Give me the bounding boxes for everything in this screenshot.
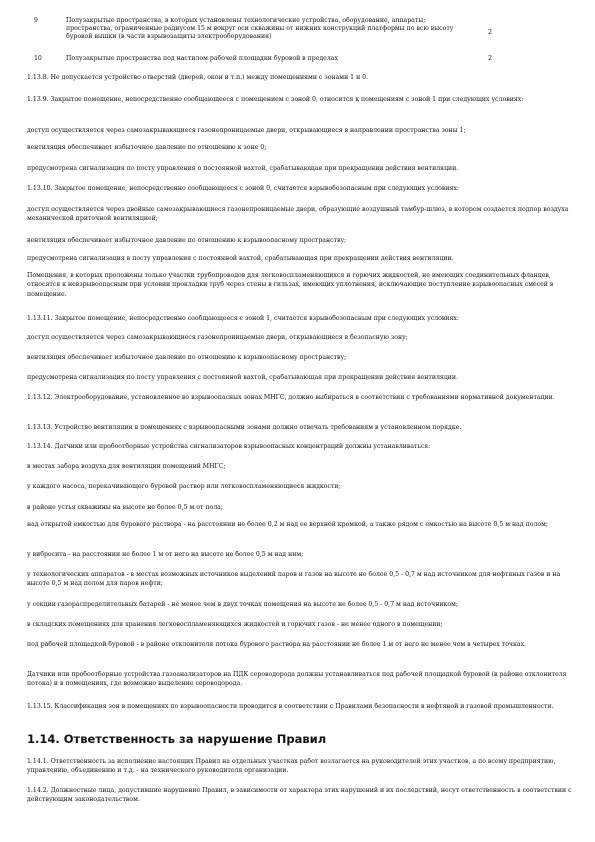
paragraph: вентиляция обеспечивает избыточное давление по отношению к взрывоопасному пространству; xyxy=(27,354,347,361)
paragraph: 1.13.9. Закрытое помещение, непосредственно сообщающееся с помещением с зоной 0, относится к помещениям с зоной 1 при следующих условиях: xyxy=(27,96,524,103)
row-zone-class: 2 xyxy=(488,55,492,62)
paragraph: 1.13.13. Устройство вентиляции в помещениях с взрывоопасными зонами должно отвечать требованиям в установленном порядке. xyxy=(27,424,462,431)
row-number: 10 xyxy=(34,55,42,62)
paragraph: вентиляция обеспечивает избыточное давление по отношению к зоне 0; xyxy=(27,144,267,151)
paragraph: доступ осуществляется через самозакрывающиеся газонепроницаемые двери, открывающиеся в безопасную зону; xyxy=(27,334,408,341)
paragraph: над открытой емкостью для бурового раствора - на расстоянии не более 0,2 м над ее верхней кромкой, а также рядом с емкостью на высоте 0,5 м над полом; xyxy=(27,521,549,528)
paragraph: 1.13.8. Не допускается устройство отверстий (дверей, окон и т.п.) между помещениями с зонами 1 и 0. xyxy=(27,74,369,81)
paragraph: Помещения, в которых проложены только участки трубопроводов для легковоспламеняющихся и горючих жидкостей, не имеющих соединительных фланцев, относятся к невзрывоопасным при условии прокладки труб через стены в гильзах, имеющих уплотнения, исключающие поступление взрывоопасных смесей в помещение. xyxy=(27,272,554,298)
row-description: Полузакрытые пространства под настилом рабочей площадки буровой в пределах xyxy=(66,55,338,62)
paragraph: в районе устья скважины на высоте не более 0,5 м от пола; xyxy=(27,504,223,511)
paragraph: предусмотрена сигнализация по посту управления о постоянной вахтой, срабатывающая при прекращении действия вентиляции. xyxy=(27,165,459,172)
paragraph: у секции газораспределительных батарей - не менее чем в двух точках помещения на высоте не более 0,5 - 0,7 м над источником; xyxy=(27,601,458,608)
paragraph: предусмотрена сигнализация в посту управления с постоянной вахтой, срабатывающая при прекращении действия вентиляции. xyxy=(27,255,454,262)
paragraph: предусмотрена сигнализация по посту управления с постоянной вахтой, срабатывающая при прекращении действия вентиляции. xyxy=(27,374,459,381)
paragraph: у вибросита - на расстоянии не более 1 м от него на высоте не более 0,5 м над ним; xyxy=(27,551,304,558)
paragraph: 1.14.2. Должностные лица, допустившие нарушение Правил, в зависимости от характера этих нарушений и их последствий, несут ответственность в соответствии с действующим законодательством. xyxy=(27,787,572,804)
paragraph: доступ осуществляется через двойные самозакрывающиеся газонепроницаемые двери, образующие воздушный тамбур-шлюз, в котором создается подпор воздуха механической приточной вентиляцией; xyxy=(27,206,569,223)
paragraph: 1.13.12. Электрооборудование, установленное во взрывоопасных зонах МНГС, должно выбираться в соответствии с требованиями нормативной документации. xyxy=(27,394,555,401)
row-zone-class: 2 xyxy=(488,29,492,36)
paragraph: под рабочей площадкой буровой - в районе отклонителя потока бурового раствора на расстоянии не более 1 м от него не менее чем в четырех точках. xyxy=(27,641,527,648)
paragraph: 1.13.14. Датчики или пробоотборные устройства сигнализаторов взрывоопасных концентраций должны устанавливаться: xyxy=(27,443,431,450)
paragraph: доступ осуществляется через самозакрывающиеся газонепроницаемые двери, открывающиеся в направлении пространства зоны 1; xyxy=(27,127,466,134)
paragraph: в местах забора воздуха для вентиляции помещений МНГС; xyxy=(27,463,226,470)
paragraph: 1.13.15. Классификация зон в помещениях по взрывоопасности проводится в соответствии с Правилами безопасности в нефтяной и газовой промышленности. xyxy=(27,703,554,710)
paragraph: 1.14.1. Ответственность за исполнение настоящих Правил на отдельных участках работ возлагается на руководителей этих участков, а по всему предприятию, управлению, объединению и т.д. - на технического руководителя организации. xyxy=(27,758,556,775)
paragraph: в складских помещениях для хранения легковоспламеняющихся жидкостей и горючих газов - не менее одного в помещении; xyxy=(27,621,443,628)
paragraph: Датчики или пробоотборные устройства газоанализаторов на ПДК сероводорода должны устанавливаться под рабочей площадкой буровой (в районе отклонителя потока) и в помещениях, где возможно выделение сероводорода. xyxy=(27,671,567,688)
section-heading: 1.14. Ответственность за нарушение Правил xyxy=(27,732,327,746)
row-description: Полузакрытые пространства, в которых установлены технологические устройства, оборудование, аппараты; пространства, ограниченные радиусом 15 м вокруг оси скважины от нижних конструкций платформы по всю высоту буровой вышки (в части взрывозащиты электрооборудования) xyxy=(66,17,454,40)
paragraph: у каждого насоса, перекачивающего буровой раствор или легковоспламеняющиеся жидкости; xyxy=(27,483,341,490)
paragraph: 1.13.10. Закрытое помещение, непосредственно сообщающееся с зоной 0, считается взрывобезопасным при следующих условиях: xyxy=(27,185,459,192)
row-number: 9 xyxy=(34,17,38,24)
paragraph: вентиляция обеспечивает избыточное давление по отношению к взрывоопасному пространству; xyxy=(27,237,347,244)
paragraph: у технологических аппаратов - в местах возможных источников выделений паров и газов на высоте не более 0,5 - 0,7 м над источником для нефтяных газов и на высоте 0,5 м над полом для паров нефти; xyxy=(27,571,561,588)
paragraph: 1.13.11. Закрытое помещение, непосредственно сообщающееся с зоной 1, считается взрывобезопасным при следующих условиях: xyxy=(27,315,459,322)
